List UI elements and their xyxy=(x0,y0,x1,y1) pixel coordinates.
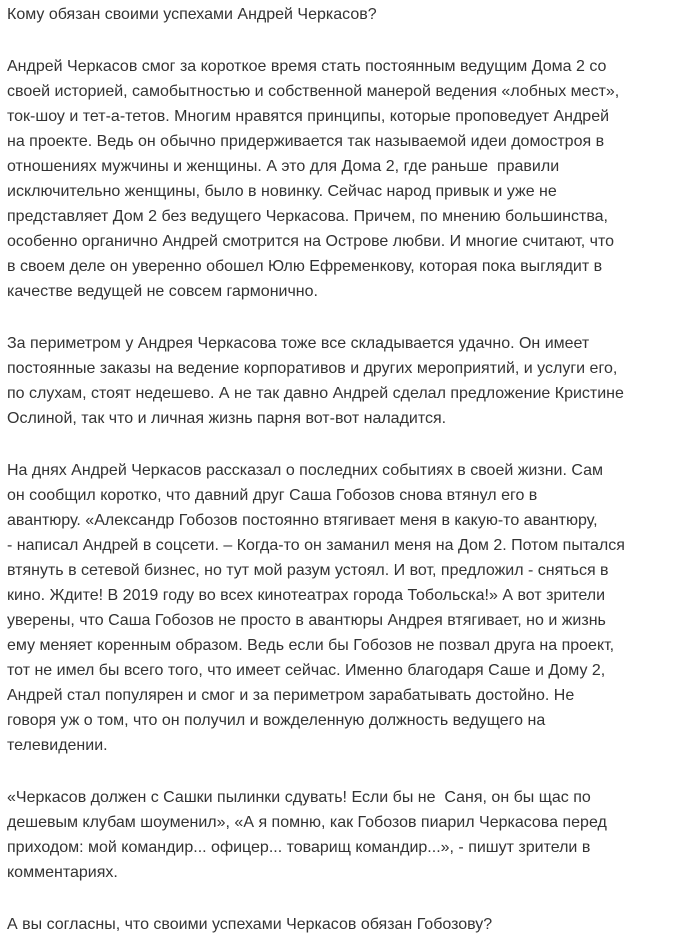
text-line: качестве ведущей не совсем гармонично. xyxy=(7,283,318,300)
text-line: постоянные заказы на ведение корпоративов и других мероприятий, и услуги его, xyxy=(7,360,618,377)
text-line: - написал Андрей в соцсети. – Когда-то он заманил меня на Дом 2. Потом пытался xyxy=(7,537,625,554)
article-paragraph-comments xyxy=(7,785,699,885)
text-line: авантюру. «Александр Гобозов постоянно втягивает меня в какую-то авантюру, xyxy=(7,512,598,529)
text-line: На днях Андрей Черкасов рассказал о последних событиях в своей жизни. Сам xyxy=(7,462,603,479)
text-line: он сообщил коротко, что давний друг Саша Гобозов снова втянул его в xyxy=(7,487,538,504)
text-line: ток-шоу и тет-а-тетов. Многим нравятся принципы, которые проповедует Андрей xyxy=(7,108,610,125)
text-line: Андрей стал популярен и смог и за периметром зарабатывать достойно. Не xyxy=(7,687,575,704)
text-line: исключительно женщины, было в новинку. Сейчас народ привык и уже не xyxy=(7,183,557,200)
article-paragraph-news xyxy=(7,458,699,758)
text-line: отношениях мужчины и женщины. А это для Дома 2, где раньше правили xyxy=(7,158,560,175)
article-paragraph-career xyxy=(7,331,699,431)
text-line: в своем деле он уверенно обошел Юлю Ефременкову, которая пока выглядит в xyxy=(7,258,603,275)
text-line: Ослиной, так что и личная жизнь парня вот-вот наладится. xyxy=(7,410,447,427)
text-line: втянуть в сетевой бизнес, но тут мой разум устоял. И вот, предложил - сняться в xyxy=(7,562,609,579)
article-title: Кому обязан своими успехами Андрей Черкасов? xyxy=(7,6,377,23)
text-line: А вы согласны, что своими успехами Черкасов обязан Гобозову? xyxy=(7,916,493,933)
text-line: дешевым клубам шоуменил», «А я помню, как Гобозов пиарил Черкасова перед xyxy=(7,814,607,831)
article-paragraph-intro xyxy=(7,54,699,304)
text-line: кино. Ждите! В 2019 году во всех кинотеатрах города Тобольска!» А вот зрители xyxy=(7,587,606,604)
text-line: говоря уж о том, что он получил и вожделенную должность ведущего на xyxy=(7,712,546,729)
text-line: приходом: мой командир... офицер... товарищ командир...», - пишут зрители в xyxy=(7,839,591,856)
text-line: «Черкасов должен с Сашки пылинки сдувать! Если бы не Саня, он бы щас по xyxy=(7,789,591,806)
text-line: уверены, что Саша Гобозов не просто в авантюры Андрея втягивает, но и жизнь xyxy=(7,612,606,629)
text-line: Андрей Черкасов смог за короткое время стать постоянным ведущим Дома 2 со xyxy=(7,58,607,75)
text-line: по слухам, стоят недешево. А не так давно Андрей сделал предложение Кристине xyxy=(7,385,624,402)
text-line: особенно органично Андрей смотрится на Острове любви. И многие считают, что xyxy=(7,233,614,250)
text-line: телевидении. xyxy=(7,737,108,754)
text-line: ему меняет коренным образом. Ведь если бы Гобозов не позвал друга на проект, xyxy=(7,637,615,654)
text-line: на проекте. Ведь он обычно придерживается так называемой идеи домостроя в xyxy=(7,133,605,150)
text-line: За периметром у Андрея Черкасова тоже все складывается удачно. Он имеет xyxy=(7,335,590,352)
text-line: тот не имел бы всего того, что имеет сейчас. Именно благодаря Саше и Дому 2, xyxy=(7,662,606,679)
text-line: комментариях. xyxy=(7,864,118,881)
text-line: своей историей, самобытностью и собственной манерой ведения «лобных мест», xyxy=(7,83,620,100)
article-closing-question xyxy=(7,912,699,937)
text-line: представляет Дом 2 без ведущего Черкасова. Причем, по мнению большинства, xyxy=(7,208,608,225)
